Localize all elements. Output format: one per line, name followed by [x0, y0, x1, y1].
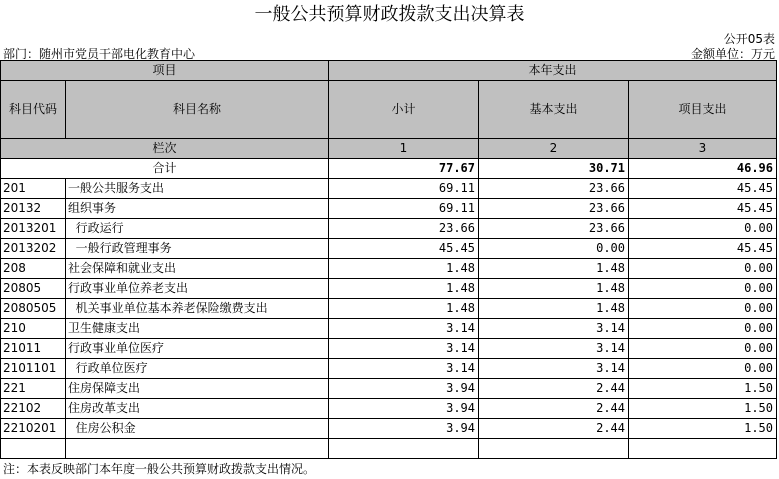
- row-item: 0.00: [629, 219, 777, 239]
- row-name: 行政单位医疗: [66, 359, 329, 379]
- table-row: [1, 199, 777, 219]
- empty-cell: [329, 439, 479, 459]
- row-name: 一般公共服务支出: [66, 179, 329, 199]
- table-row: [1, 239, 777, 259]
- header-col2: 2: [479, 139, 629, 159]
- row-name: 住房保障支出: [66, 379, 329, 399]
- row-item: 45.45: [629, 179, 777, 199]
- row-basic: 23.66: [479, 219, 629, 239]
- row-item: 1.50: [629, 419, 777, 439]
- row-subtotal: 3.94: [329, 399, 479, 419]
- header-current-year: 本年支出: [329, 61, 777, 81]
- row-name: 住房公积金: [66, 419, 329, 439]
- empty-cell: [479, 439, 629, 459]
- total-label: 合计: [1, 159, 329, 179]
- row-name: 行政运行: [66, 219, 329, 239]
- row-subtotal: 23.66: [329, 219, 479, 239]
- row-code: 20805: [1, 279, 66, 299]
- row-subtotal: 3.94: [329, 379, 479, 399]
- row-item: 1.50: [629, 399, 777, 419]
- empty-cell: [1, 439, 66, 459]
- row-name: 社会保障和就业支出: [66, 259, 329, 279]
- row-basic: 1.48: [479, 279, 629, 299]
- row-code: 2080505: [1, 299, 66, 319]
- row-name: 机关事业单位基本养老保险缴费支出: [66, 299, 329, 319]
- header-column-no: 栏次: [1, 139, 329, 159]
- row-code: 20132: [1, 199, 66, 219]
- row-code: 2013202: [1, 239, 66, 259]
- row-code: 221: [1, 379, 66, 399]
- row-name: 行政事业单位养老支出: [66, 279, 329, 299]
- row-code: 201: [1, 179, 66, 199]
- row-subtotal: 1.48: [329, 259, 479, 279]
- row-subtotal: 3.14: [329, 339, 479, 359]
- row-item: 45.45: [629, 239, 777, 259]
- table-row: [1, 379, 777, 399]
- header-name: 科目名称: [66, 81, 329, 139]
- table-row: [1, 279, 777, 299]
- table-row: [1, 359, 777, 379]
- row-code: 2013201: [1, 219, 66, 239]
- row-basic: 1.48: [479, 259, 629, 279]
- empty-cell: [66, 439, 329, 459]
- row-subtotal: 1.48: [329, 299, 479, 319]
- row-basic: 2.44: [479, 419, 629, 439]
- row-subtotal: 3.94: [329, 419, 479, 439]
- row-code: 21011: [1, 339, 66, 359]
- row-subtotal: 3.14: [329, 319, 479, 339]
- row-basic: 0.00: [479, 239, 629, 259]
- row-subtotal: 69.11: [329, 179, 479, 199]
- row-basic: 3.14: [479, 319, 629, 339]
- report-title: 一般公共预算财政拨款支出决算表: [254, 4, 525, 25]
- footnote: 注：本表反映部门本年度一般公共预算财政拨款支出情况。: [3, 462, 316, 476]
- header-project: 项目: [1, 61, 329, 81]
- header-item: 项目支出: [629, 81, 777, 139]
- row-item: 0.00: [629, 299, 777, 319]
- row-subtotal: 3.14: [329, 359, 479, 379]
- row-name: 卫生健康支出: [66, 319, 329, 339]
- row-name: 组织事务: [66, 199, 329, 219]
- row-code: 22102: [1, 399, 66, 419]
- total-subtotal: 77.67: [329, 159, 479, 179]
- row-item: 0.00: [629, 359, 777, 379]
- row-basic: 2.44: [479, 399, 629, 419]
- row-basic: 1.48: [479, 299, 629, 319]
- row-basic: 2.44: [479, 379, 629, 399]
- header-basic: 基本支出: [479, 81, 629, 139]
- row-subtotal: 69.11: [329, 199, 479, 219]
- row-item: 1.50: [629, 379, 777, 399]
- table-row: [1, 399, 777, 419]
- row-code: 208: [1, 259, 66, 279]
- header-col1: 1: [329, 139, 479, 159]
- unit-label: 金额单位：万元: [690, 47, 775, 61]
- header-code: 科目代码: [1, 81, 66, 139]
- row-name: 一般行政管理事务: [66, 239, 329, 259]
- row-code: 210: [1, 319, 66, 339]
- row-subtotal: 45.45: [329, 239, 479, 259]
- table-row: [1, 219, 777, 239]
- row-basic: 23.66: [479, 179, 629, 199]
- table-row: [1, 299, 777, 319]
- empty-cell: [629, 439, 777, 459]
- row-code: 2101101: [1, 359, 66, 379]
- expenditure-table: [0, 60, 777, 459]
- row-basic: 23.66: [479, 199, 629, 219]
- row-item: 0.00: [629, 339, 777, 359]
- row-name: 行政事业单位医疗: [66, 339, 329, 359]
- table-row: [1, 319, 777, 339]
- row-item: 0.00: [629, 279, 777, 299]
- row-name: 住房改革支出: [66, 399, 329, 419]
- row-subtotal: 1.48: [329, 279, 479, 299]
- header-col3: 3: [629, 139, 777, 159]
- table-row: [1, 259, 777, 279]
- row-basic: 3.14: [479, 339, 629, 359]
- form-number: 公开05表: [723, 32, 775, 46]
- header-subtotal: 小计: [329, 81, 479, 139]
- total-item: 46.96: [629, 159, 777, 179]
- table-row: [1, 179, 777, 199]
- row-basic: 3.14: [479, 359, 629, 379]
- table-row: [1, 339, 777, 359]
- row-item: 45.45: [629, 199, 777, 219]
- department-label: 部门：随州市党员干部电化教育中心: [3, 47, 196, 61]
- row-item: 0.00: [629, 259, 777, 279]
- row-code: 2210201: [1, 419, 66, 439]
- total-basic: 30.71: [479, 159, 629, 179]
- row-item: 0.00: [629, 319, 777, 339]
- table-row: [1, 419, 777, 439]
- empty-row: [1, 439, 777, 459]
